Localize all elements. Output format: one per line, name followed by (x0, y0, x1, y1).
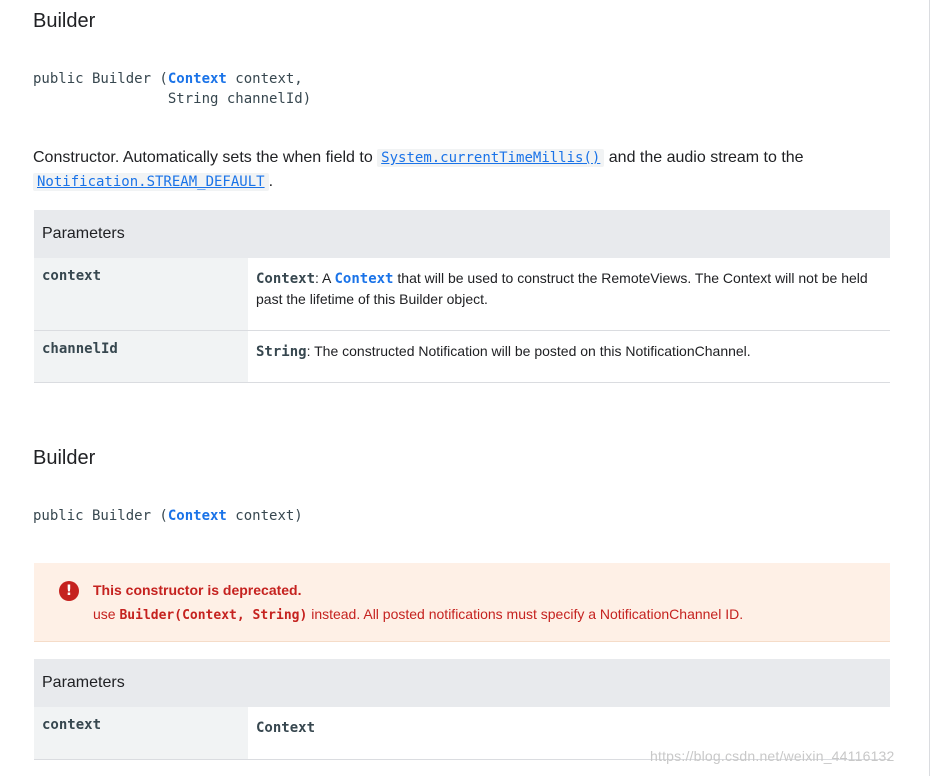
param-name: context (34, 258, 248, 330)
parameters-table (34, 210, 890, 383)
context-type-link[interactable]: Context (167, 71, 227, 87)
parameters-header: Parameters (34, 659, 890, 707)
param-description (248, 330, 890, 382)
table-row (34, 258, 890, 330)
stream-default-link[interactable]: Notification.STREAM_DEFAULT (33, 173, 269, 191)
param-text: : The constructed Notification will be posted on this NotificationChannel. (306, 342, 751, 359)
section-heading: Builder (33, 10, 96, 32)
signature-param: context, (226, 71, 303, 87)
description-text: . (268, 173, 274, 190)
watermark: https://blog.csdn.net/weixin_44116132 (650, 748, 895, 764)
parameters-header: Parameters (34, 210, 890, 258)
param-text: : A (315, 270, 335, 286)
context-type-link[interactable]: Context (167, 508, 227, 524)
parameters-table (34, 659, 890, 760)
section-heading: Builder (33, 447, 96, 469)
signature-line2: String channelId) (33, 91, 312, 107)
param-text: that will be used to construct the RemoteViews. The Context will not be held past the lifetime of this Builder object. (256, 270, 868, 307)
page-right-border (929, 0, 930, 776)
constructor-signature (33, 506, 303, 526)
deprecation-text: instead. All posted notifications must specify a NotificationChannel ID. (307, 606, 744, 622)
deprecation-title: This constructor is deprecated. (93, 582, 302, 598)
param-type: Context (256, 271, 316, 287)
deprecation-notice (34, 563, 890, 642)
constructor-signature (33, 69, 311, 109)
param-name: channelId (34, 330, 248, 382)
error-icon: ! (59, 581, 79, 601)
builder-code: Builder(Context, String) (119, 608, 308, 623)
param-description (248, 258, 890, 330)
table-row (34, 330, 890, 382)
description-text: and the audio stream to the (604, 149, 804, 166)
param-type: Context (256, 720, 316, 736)
param-name: context (34, 707, 248, 759)
signature-param: context) (226, 508, 303, 524)
param-type: String (256, 343, 307, 360)
deprecation-body (93, 606, 743, 623)
signature-prefix: public Builder ( (33, 71, 168, 87)
constructor-description (33, 146, 893, 194)
context-link[interactable]: Context (334, 271, 394, 287)
deprecation-text: use (93, 606, 120, 622)
signature-prefix: public Builder ( (33, 508, 168, 524)
description-text: Constructor. Automatically sets the when field to (33, 149, 378, 166)
current-time-millis-link[interactable]: System.currentTimeMillis() (377, 149, 604, 167)
